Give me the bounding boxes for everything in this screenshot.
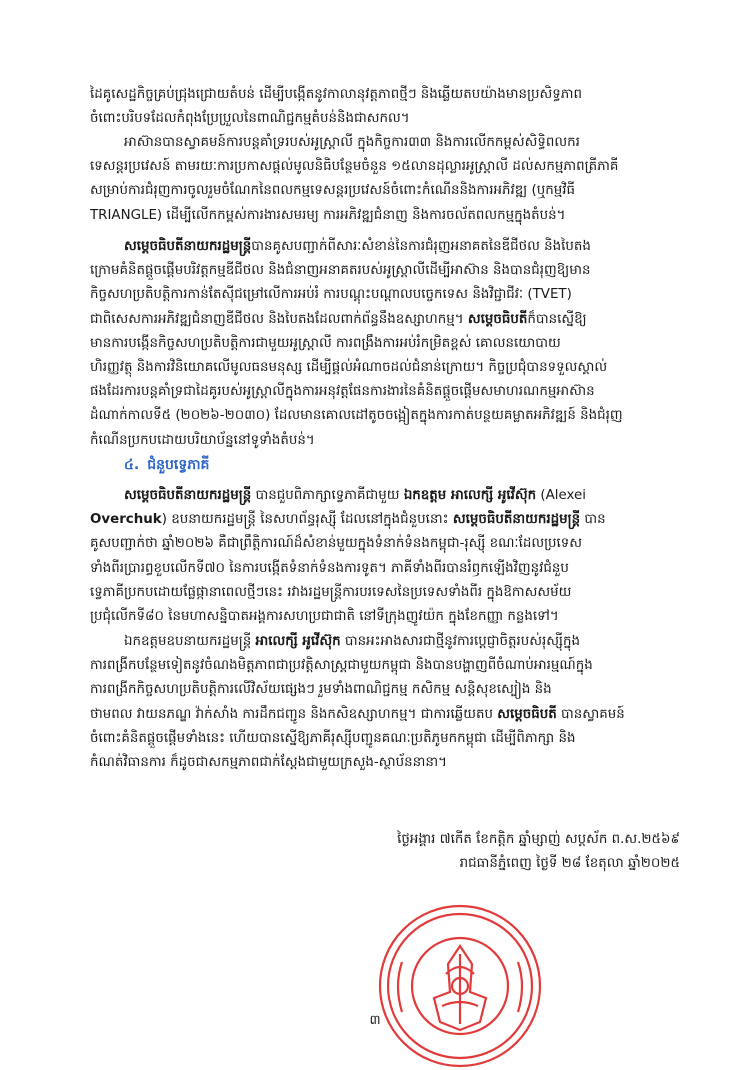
text-line: ដំណាក់កាលទី៥ (២០២៦-២០៣០) ដែលមានគោលដៅតូចចង្អៀតក្នុងការកាត់បន្ថយគម្លាតអភិវឌ្ឍន៍ និងជំរុញ [90,408,623,424]
text-line: កំណត់វិធានការ ក៏ដូចជាសកម្មភាពជាក់ស្តែងជាមួយក្រសួង-ស្ថាប័ននានា។ [90,754,447,770]
section-title: ជំនួបទ្វេភាគី [147,457,210,473]
text-line: កំណើនប្រកបដោយបរិយាប័ន្ននៅទូទាំងតំបន់។ [90,432,315,448]
text-line: គូសបញ្ជាក់ថា ឆ្នាំ២០២៦ គឺជាព្រឹត្តិការណ៍ដ៏សំខាន់មួយក្នុងទំនាក់ទំនងកម្ពុជា-រុស្ស៊ី ខណៈដែលប្រទេស [90,536,583,552]
text-line: ឯកឧត្តមឧបនាយករដ្ឋមន្ត្រី អាលេក្សី អូវើស៊ុក បានអះអាងសារជាថ្មីនូវការប្តេជ្ញាចិត្តរបស់រុស្ស៊ីក្នុង [124,634,581,649]
paragraph-3 [90,235,680,453]
paragraph-5 [90,630,680,775]
text-line: មានការបង្កើនកិច្ចសហប្រតិបត្តិការជាមួយអូស្ត្រាលី ការពង្រឹងការអប់រំកម្រិតខ្ពស់ គោលនយោបាយ [90,335,561,351]
text-line: Overchuk) ឧបនាយករដ្ឋមន្ត្រី នៃសហព័ន្ធរុស្ស៊ី ដែលនៅក្នុងជំនួបនោះ សម្តេចធិបតីនាយករដ្ឋមន្ត្រី បាន [90,512,606,528]
text-line: ផងដែរការបន្តគាំទ្រជាដៃគូរបស់អូស្ត្រាលីក្នុងការអនុវត្តផែនការងារនៃគំនិតផ្តួចផ្តើមសមាហរណកម្មអាស៊ាន [90,384,595,400]
text-line: ចំពោះបរិបទដែលកំពុងប្រែប្រួលនៃពាណិជ្ជកម្មតំបន់និងជាសកល។ [90,111,410,127]
text-line: TRIANGLE) ដើម្បីលើកកម្ពស់ការងារសមរម្យ ការអភិវឌ្ឍជំនាញ និងការចល័តពលកម្មក្នុងតំបន់។ [90,207,566,223]
text-line: សម្តេចធិបតីនាយករដ្ឋមន្ត្រីបានគូសបញ្ជាក់ពីសារៈសំខាន់នៃការជំរុញអនាគតនៃឌីជីថល និងបៃតង [124,239,591,254]
text-line: ក្រោមគំនិតផ្តួចផ្តើមបរិវត្តកម្មឌីជីថល និងជំនាញអនាគតរបស់អូស្ត្រាលីដើម្បីអាស៊ាន និងបានជំរុញឱ្យមាន [90,263,591,279]
paragraph-2 [90,131,680,228]
text-line: ប្រជុំលើកទី៨០ នៃមហាសន្និបាតអង្គការសហប្រជាជាតិ នៅទីក្រុងញូវយ៉ក ក្នុងខែកញ្ញា កន្លងទៅ។ [90,608,559,624]
section-heading [124,455,209,476]
text-line: សម្រាប់ការជំរុញការចូលរួមចំណែកនៃពលកម្មទេសន្តរប្រវេសន៍ចំពោះកំណើននិងការអភិវឌ្ឍ (ឬកម្មវិធី [90,183,576,199]
text-line: ចំពោះគំនិតផ្តួចផ្តើមទាំងនេះ ហើយបានស្នើឱ្យភាគីរុស្ស៊ីបញ្ជូនគណៈប្រតិភូមកកម្ពុជា ដើម្បីពិភាក្សា និង [90,730,576,746]
text-line: សម្តេចធិបតីនាយករដ្ឋមន្ត្រី បានជួបពិភាក្សាទ្វេភាគីជាមួយ ឯកឧត្តម អាលេក្សី អូវើស៊ុក (Alexei [124,488,586,503]
section-number: ៤. [124,457,140,473]
text-line: ហិរញ្ញវត្ថុ និងការវិនិយោគលើមូលធនមនុស្ស ដើម្បីផ្តល់អំណាចដល់ជំនាន់ក្រោយ។ កិច្ចប្រជុំបានទទួលស្គាល់ [90,359,608,375]
text-line: ថាមពល វាយនភណ្ឌ វ៉ាក់សាំង ការដឹកជញ្ជូន និងកសិឧស្សាហកម្ម។ ជាការឆ្លើយតប សម្តេចធិបតី បានស្វាគមន៍ [90,706,625,722]
text-line: ដៃគូសេដ្ឋកិច្ចគ្រប់ជ្រុងជ្រោយតំបន់ ដើម្បីបង្កើតនូវកាលានុវត្តភាពថ្មីៗ និងឆ្លើយតបយ៉ាងមានប្រសិទ្ធភាព [90,87,583,102]
lunar-date: ថ្ងៃអង្គារ ៧កើត ខែកត្តិក ឆ្នាំម្សាញ់ សប្តស័ក ព.ស.២៥៦៩ [397,832,680,847]
text-line: ការពង្រីកបន្ថែមទៀតនូវចំណងមិត្តភាពជាប្រវត្តិសាស្ត្រជាមួយកម្ពុជា និងបានបង្ហាញពីចំណាប់អារម្មណ៍ក្នុង [90,658,593,674]
text-line: ទេសន្តរប្រវេសន៍ តាមរយៈការប្រកាសផ្តល់មូលនិធិបន្ថែមចំនួន ១៥លានដុល្លារអូស្ត្រាលី ដល់សកម្មភាពត្រីភាគី [90,159,619,175]
text-line: ទ្វេភាគីប្រកបដោយផ្លែផ្កានាពេលថ្មីៗនេះ រវាងរដ្ឋមន្ត្រីការបរទេសនៃប្រទេសទាំងពីរ ក្នុងឱកាសសម័យ [90,584,572,600]
paragraph-1 [90,83,680,131]
text-line: ទាំងពីរប្រារព្ធខួបលើកទី៧០ នៃការបង្កើតទំនាក់ទំនងការទូត។ ភាគីទាំងពីរបានរំឭកឡើងវិញនូវជំនួប [90,560,569,576]
text-line: អាស៊ានបានស្វាគមន៍ការបន្តគាំទ្ររបស់អូស្ត្រាលី ក្នុងកិច្ចការ៣៣ និងការលើកកម្ពស់សិទ្ធិពលករ [124,135,580,150]
text-line: កិច្ចសហប្រតិបត្តិការកាន់តែស៊ីជម្រៅលើការអប់រំ ការបណ្តុះបណ្តាលបច្ចេកទេស និងវិជ្ជាជីវៈ (TVET) [90,287,572,303]
page-number: ៣ [369,1013,381,1028]
official-seal [376,902,544,1070]
gregorian-date: រាជធានីភ្នំពេញ ថ្ងៃទី ២៨ ខែតុលា ឆ្នាំ២០២៥ [459,856,680,871]
date-block [397,828,680,876]
text-line: ជាពិសេសការអភិវឌ្ឍជំនាញឌីជីថល និងបៃតងដែលពាក់ព័ន្ធនឹងឧស្សាហកម្ម។ សម្តេចធិបតីក៏បានស្នើឱ្យ [90,311,587,327]
text-line: ការពង្រីកកិច្ចសហប្រតិបត្តិការលើវិស័យផ្សេងៗ រួមទាំងពាណិជ្ជកម្ម កសិកម្ម សន្តិសុខស្បៀង និង [90,682,552,698]
paragraph-4 [90,484,680,629]
